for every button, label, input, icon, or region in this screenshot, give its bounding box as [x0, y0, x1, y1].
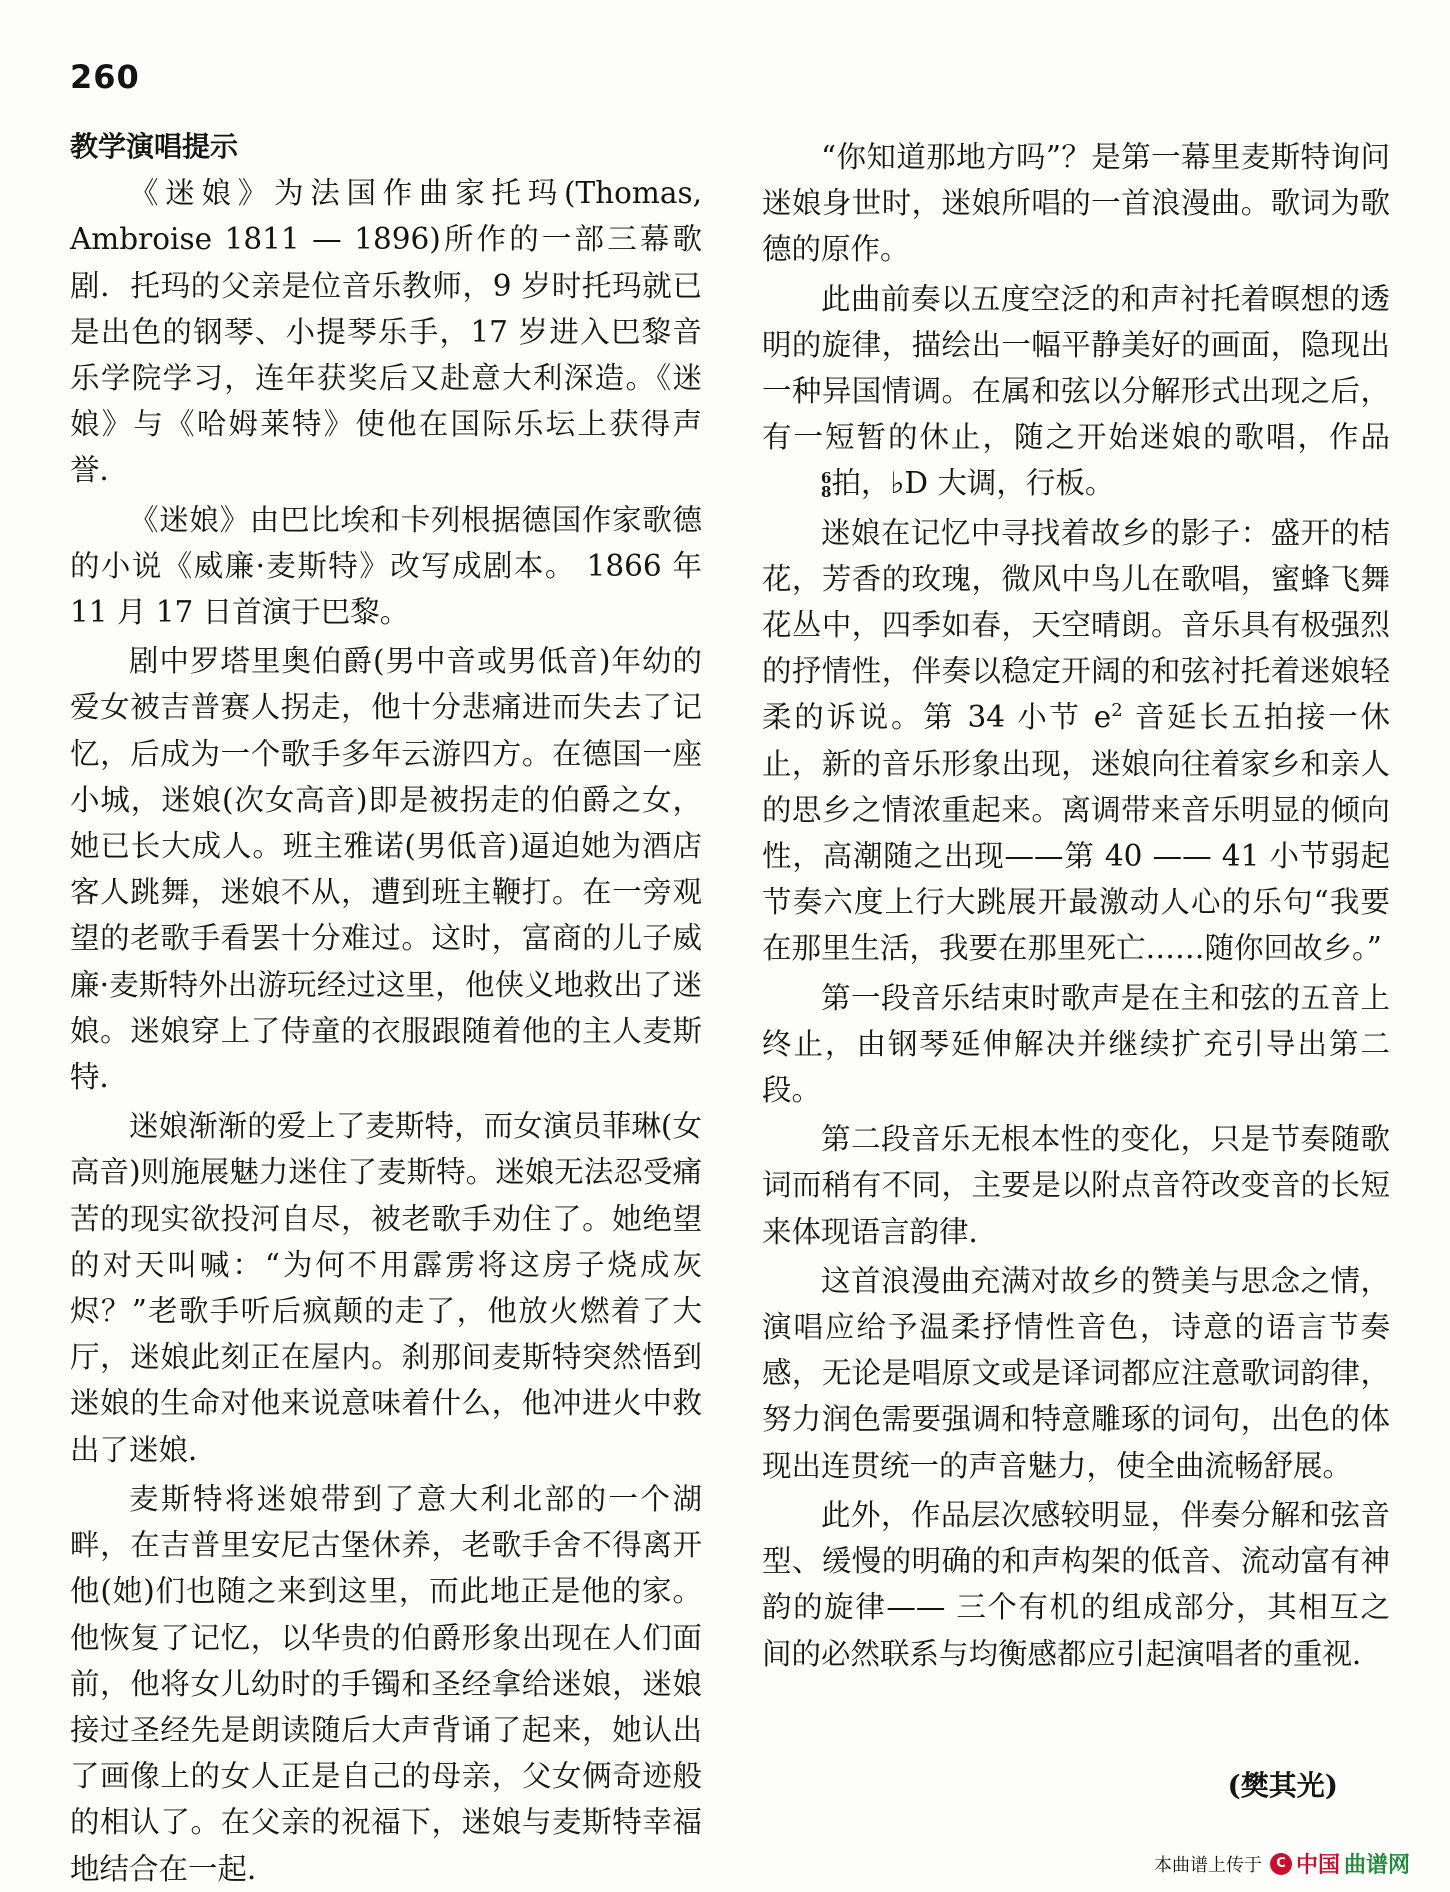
- footer: [1154, 1848, 1410, 1879]
- memory-text: 迷娘在记忆中寻找着故乡的影子：盛开的桔花，芳香的玫瑰，微风中鸟儿在歌唱，蜜蜂飞舞花丛中，四季如春，天空晴朗。音乐具有极强烈的抒情性，伴奏以稳定开阔的和弦衬托着迷娘轻柔的诉说。第 34 小节 e: [762, 515, 1390, 735]
- author-credit: (樊其光): [1227, 1769, 1338, 1802]
- paragraph-prelude: [762, 276, 1390, 507]
- footer-text: 本曲谱上传于: [1153, 1854, 1262, 1876]
- memory-text-cont: 音延长五拍接一休止，新的音乐形象出现，迷娘向往着家乡和亲人的思乡之情浓重起来。离调带来音乐明显的倾向性，高潮随之出现——第 40 —— 41 小节弱起节奏六度上行大跳展开最激动人心的乐句“我要在那里生活，我要在那里死亡……随你回故乡。”: [762, 700, 1390, 966]
- logo-zhong: 中国: [1295, 1853, 1340, 1878]
- right-column: [762, 134, 1390, 1677]
- paragraph-aria-intro: “你知道那地方吗”？是第一幕里麦斯特询问迷娘身世时，迷娘所唱的一首浪漫曲。歌词为歌德的原作。: [762, 140, 1390, 267]
- paragraph-plot-1: 剧中罗塔里奥伯爵(男中音或男低音)年幼的爱女被吉普赛人拐走，他十分悲痛进而失去了记忆，后成为一个歌手多年云游四方。在德国一座小城，迷娘(次女高音)即是被拐走的伯爵之女，她已长大成人。班主雅诺(男低音)逼迫她为酒店客人跳舞，迷娘不从，遭到班主鞭打。在一旁观望的老歌手看罢十分难过。这时，富商的儿子威廉·麦斯特外出游玩经过这里，他侠义地救出了迷娘。迷娘穿上了侍童的衣服跟随着他的主人麦斯特．: [70, 644, 702, 1095]
- paragraph-libretto: 《迷娘》由巴比埃和卡列根据德国作家歌德的小说《威廉·麦斯特》改写成剧本。 1866 年 11 月 17 日首演于巴黎。: [70, 502, 702, 630]
- logo-site-name: 曲谱网: [1343, 1853, 1410, 1878]
- time-signature-top: 6: [821, 469, 832, 488]
- paragraph-performance: 这首浪漫曲充满对故乡的赞美与思念之情，演唱应给予温柔抒情性音色，诗意的语言节奏感，无论是唱原文或是译词都应注意歌词韵律，努力润色需要强调和特意雕琢的词句，出色的体现出连贯统一的声音魅力，使全曲流畅舒展。: [762, 1263, 1390, 1483]
- time-signature: [762, 469, 832, 502]
- paragraph-memory: [762, 510, 1390, 972]
- left-column: [70, 124, 702, 1892]
- time-signature-bottom: 8: [821, 483, 832, 502]
- page-number: 260: [70, 58, 140, 96]
- prelude-text: 此曲前奏以五度空泛的和声衬托着暝想的透明的旋律，描绘出一幅平静美好的画面，隐现出一种异国情调。在属和弦以分解形式出现之后，有一短暂的休止，随之开始迷娘的歌唱，作品: [762, 281, 1390, 455]
- logo-icon: C: [1270, 1853, 1292, 1875]
- key-tempo-text: 拍，♭D 大调，行板。: [831, 466, 1115, 501]
- paragraph-structure: 此外，作品层次感较明显，伴奏分解和弦音型、缓慢的明确的和声构架的低音、流动富有神韵的旋律—— 三个有机的组成部分，其相互之间的必然联系与均衡感都应引起演唱者的重视．: [762, 1497, 1390, 1671]
- paragraph-intro: 《迷娘》为法国作曲家托玛(Thomas, Ambroise 1811 — 1896)所作的一部三幕歌剧．托玛的父亲是位音乐教师，9 岁时托玛就已是出色的钢琴、小提琴乐手，17 岁进入巴黎音乐学院学习，连年获奖后又赴意大利深造。《迷娘》与《哈姆莱特》使他在国际乐坛上获得声誉．: [70, 176, 702, 488]
- paragraph-plot-3: 麦斯特将迷娘带到了意大利北部的一个湖畔，在吉普里安尼古堡休养，老歌手舍不得离开他(她)们也随之来到这里，而此地正是他的家。他恢复了记忆，以华贵的伯爵形象出现在人们面前，他将女儿幼时的手镯和圣经拿给迷娘，迷娘接过圣经先是朗读随后大声背诵了起来，她认出了画像上的女人正是自己的母亲，父女俩奇迹般的相认了。在父亲的祝福下，迷娘与麦斯特幸福地结合在一起．: [70, 1481, 702, 1886]
- site-logo[interactable]: [1270, 1848, 1410, 1879]
- note-superscript: 2: [1111, 700, 1123, 722]
- paragraph-second-section: 第二段音乐无根本性的变化，只是节奏随歌词而稍有不同，主要是以附点音符改变音的长短来体现语言韵律．: [762, 1122, 1390, 1249]
- paragraph-first-section: 第一段音乐结束时歌声是在主和弦的五音上终止，由钢琴延伸解决并继续扩充引导出第二段。: [762, 980, 1390, 1108]
- section-heading: 教学演唱提示: [70, 130, 239, 163]
- paragraph-plot-2: 迷娘渐渐的爱上了麦斯特，而女演员菲琳(女高音)则施展魅力迷住了麦斯特。迷娘无法忍受痛苦的现实欲投河自尽，被老歌手劝住了。她绝望的对天叫喊：“为何不用霹雳将这房子烧成灰烬？”老歌手听后疯颠的走了，他放火燃着了大厅，迷娘此刻正在屋内。刹那间麦斯特突然悟到迷娘的生命对他来说意味着什么，他冲进火中救出了迷娘．: [70, 1109, 702, 1467]
